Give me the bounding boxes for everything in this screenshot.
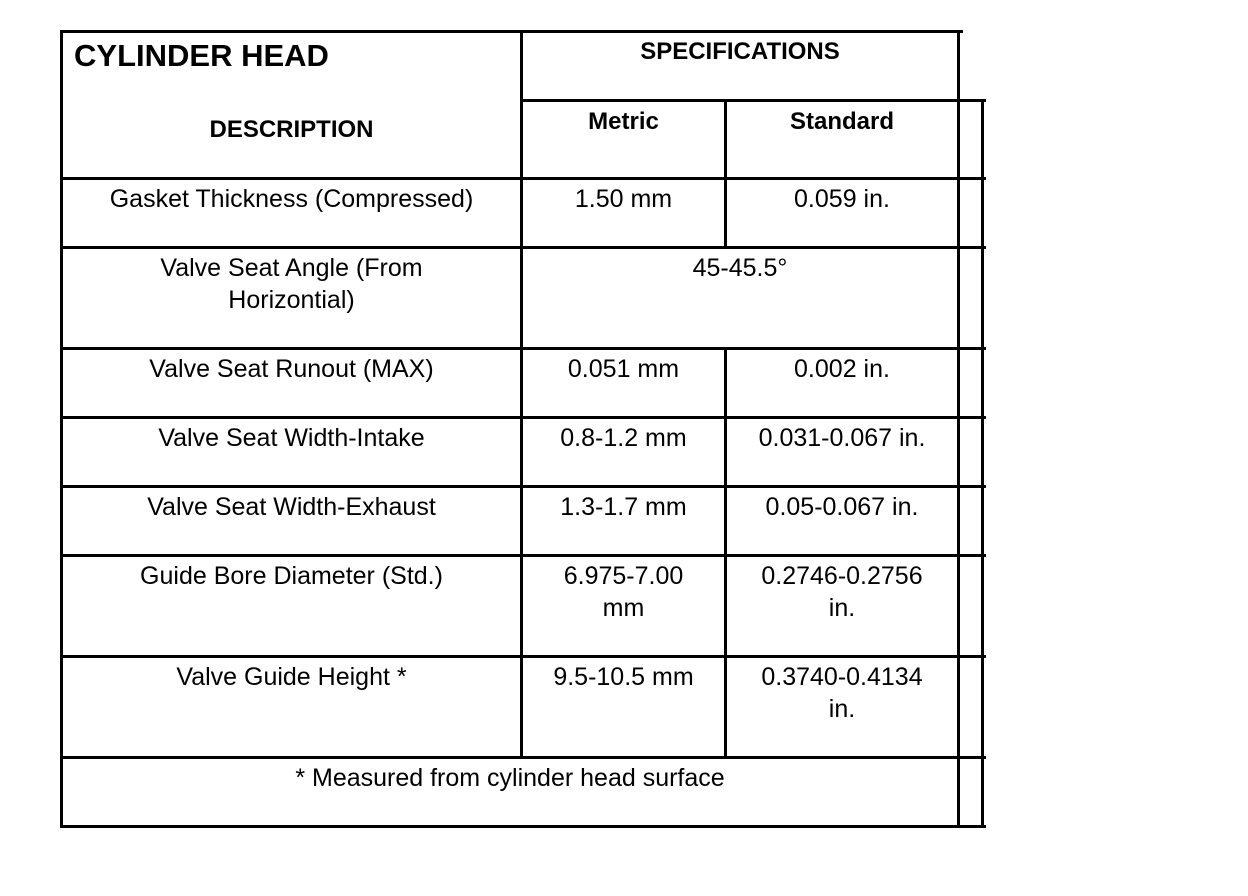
- row-5-metric: 1.3-1.7 mm: [560, 493, 687, 521]
- rule-header-bottom: [60, 177, 986, 180]
- rule-outer-right: [981, 99, 984, 828]
- rule-spec-sub: [522, 99, 986, 102]
- row-3-metric: 0.051 mm: [567, 355, 680, 383]
- table-title: CYLINDER HEAD: [74, 38, 329, 73]
- description-header: DESCRIPTION: [209, 116, 374, 143]
- row-4-metric: 0.8-1.2 mm: [560, 424, 687, 452]
- row-1-description: Gasket Thickness (Compressed): [109, 185, 474, 213]
- row-7-description: Valve Guide Height *: [176, 663, 407, 691]
- metric-header: Metric: [588, 108, 659, 135]
- rule-spec-right: [957, 30, 960, 828]
- row-4-standard: 0.031-0.067 in.: [758, 424, 926, 452]
- row-4-description: Valve Seat Width-Intake: [158, 424, 425, 452]
- row-5-standard: 0.05-0.067 in.: [765, 493, 919, 521]
- rule-row-2: [60, 347, 986, 350]
- rule-metric-right-b: [724, 347, 727, 759]
- row-6-metric: 6.975-7.00 mm: [563, 562, 684, 622]
- row-7-metric: 9.5-10.5 mm: [553, 663, 694, 691]
- specifications-header: SPECIFICATIONS: [640, 38, 840, 65]
- standard-header: Standard: [789, 108, 894, 135]
- cylinder-head-spec-table: [60, 30, 986, 830]
- rule-row-5: [60, 554, 986, 557]
- rule-row-4: [60, 485, 986, 488]
- footnote: * Measured from cylinder head surface: [295, 764, 725, 792]
- row-6-description: Guide Bore Diameter (Std.): [140, 562, 443, 590]
- row-2-combined-value: 45-45.5°: [692, 254, 788, 282]
- rule-desc-right: [520, 30, 523, 759]
- row-3-description: Valve Seat Runout (MAX): [149, 355, 434, 383]
- rule-row-7: [60, 756, 986, 759]
- row-6-standard: 0.2746-0.2756 in.: [761, 562, 923, 622]
- row-1-standard: 0.059 in.: [794, 185, 890, 213]
- row-7-standard: 0.3740-0.4134 in.: [761, 663, 923, 723]
- rule-bottom: [60, 825, 986, 828]
- row-5-description: Valve Seat Width-Exhaust: [147, 493, 436, 521]
- rule-top: [60, 30, 963, 33]
- row-2-description: Valve Seat Angle (From Horizontial): [160, 254, 423, 314]
- rule-row-1: [60, 246, 986, 249]
- row-1-metric: 1.50 mm: [574, 185, 673, 213]
- rule-row-3: [60, 416, 986, 419]
- rule-row-6: [60, 655, 986, 658]
- row-3-standard: 0.002 in.: [794, 355, 890, 383]
